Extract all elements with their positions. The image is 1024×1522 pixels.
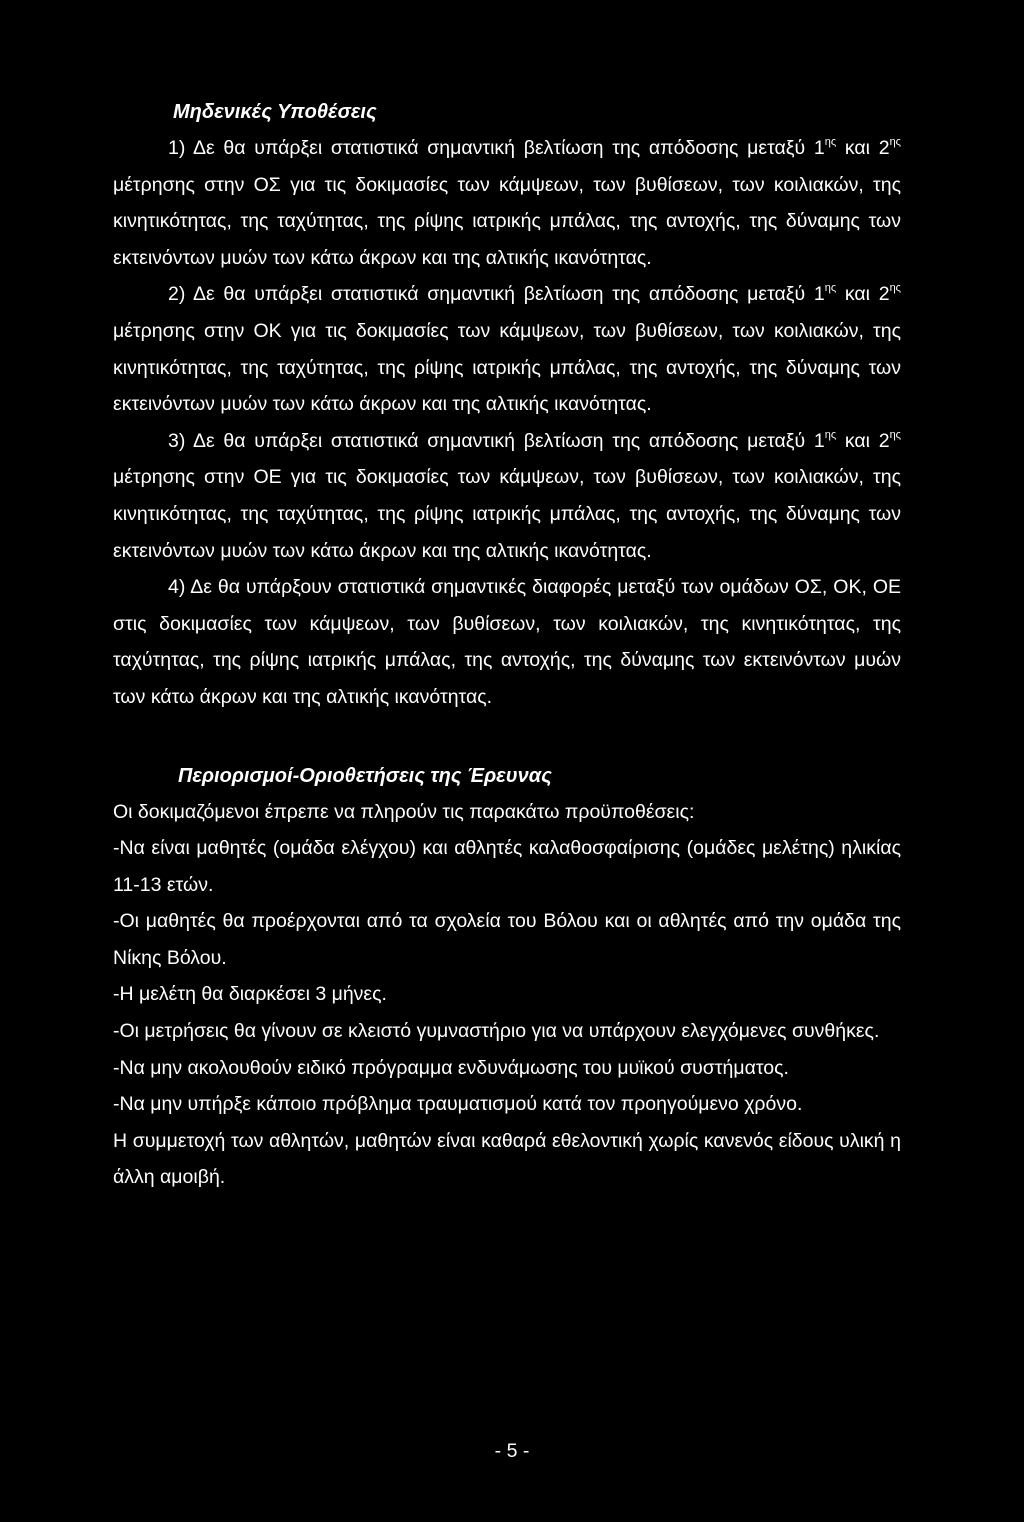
hypothesis-2: 2) Δε θα υπάρξει στατιστικά σημαντική βελτίωση της απόδοσης μεταξύ $1^{\eta\varsigma}$ και $2^{\eta\varsigma}$ μέτρησης στην ΟΚ για τις δοκιμασίες των κάμψεων, των βυθίσεων, των κοιλιακών, της κινητικότητας, της ταχύτητας, της ρίψης ιατρικής μπάλας, της αντοχής, της δύναμης των εκτεινόντων μυών των κάτω άκρων και της αλτικής ικανότητας. xyxy=(113,282,901,416)
null-hypotheses-heading: Μηδενικές Υποθέσεις xyxy=(173,101,377,123)
hypothesis-4: 4) Δε θα υπάρξουν στατιστικά σημαντικές διαφορές μεταξύ των ομάδων ΟΣ, ΟΚ, ΟΕ στις δοκιμασίες των κάμψεων, των βυθίσεων, των κοιλιακών, της κινητικότητας, της ταχύτητας, της ρίψης ιατρικής μπάλας, της αντοχής, της δύναμης των εκτεινόντων μυών των κάτω άκρων και της αλτικής ικανότητας. xyxy=(113,576,901,708)
limitation-item-2: -Οι μαθητές θα προέρχονται από τα σχολεία του Βόλου και οι αθλητές από την ομάδα της Νίκης Βόλου. xyxy=(113,910,901,969)
limitation-item-4: -Οι μετρήσεις θα γίνουν σε κλειστό γυμναστήριο για να υπάρχουν ελεγχόμενες συνθήκες. xyxy=(113,1020,880,1043)
limitation-item-5: -Να μην ακολουθούν ειδικό πρόγραμμα ενδυνάμωσης του μυϊκού συστήματος. xyxy=(113,1056,789,1079)
limitation-item-3: -Η μελέτη θα διαρκέσει 3 μήνες. xyxy=(113,983,387,1006)
participation-note: Η συμμετοχή των αθλητών, μαθητών είναι καθαρά εθελοντική χωρίς κανενός είδους υλική η άλλη αμοιβή. xyxy=(113,1129,901,1189)
page-number: - 5 - xyxy=(494,1440,530,1462)
hypothesis-1: 1) Δε θα υπάρξει στατιστικά σημαντική βελτίωση της απόδοσης μεταξύ $1^{\eta\varsigma}$ και $2^{\eta\varsigma}$ μέτρησης στην ΟΣ για τις δοκιμασίες των κάμψεων, των βυθίσεων, των κοιλιακών, της κινητικότητας, της ταχύτητας, της ρίψης ιατρικής μπάλας, της αντοχής, της δύναμης των εκτεινόντων μυών των κάτω άκρων και της αλτικής ικανότητας. xyxy=(113,136,901,269)
limitation-item-1: -Να είναι μαθητές (ομάδα ελέγχου) και αθλητές καλαθοσφαίρισης (ομάδες μελέτης) ηλικίας 11-13 ετών. xyxy=(113,837,901,896)
limitation-item-6: -Να μην υπήρξε κάποιο πρόβλημα τραυματισμού κατά τον προηγούμενο χρόνο. xyxy=(113,1093,803,1116)
document-page xyxy=(113,94,901,1196)
limitations-intro: Οι δοκιμαζόμενοι έπρεπε να πληρούν τις παρακάτω προϋποθέσεις: xyxy=(113,800,695,823)
hypothesis-3: 3) Δε θα υπάρξει στατιστικά σημαντική βελτίωση της απόδοσης μεταξύ $1^{\eta\varsigma}$ και $2^{\eta\varsigma}$ μέτρησης στην ΟΕ για τις δοκιμασίες των κάμψεων, των βυθίσεων, των κοιλιακών, της κινητικότητας, της ταχύτητας, της ρίψης ιατρικής μπάλας, της αντοχής, της δύναμης των εκτεινόντων μυών των κάτω άκρων και της αλτικής ικανότητας. xyxy=(113,428,901,562)
limitations-heading: Περιορισμοί-Οριοθετήσεις της Έρευνας xyxy=(178,764,552,787)
